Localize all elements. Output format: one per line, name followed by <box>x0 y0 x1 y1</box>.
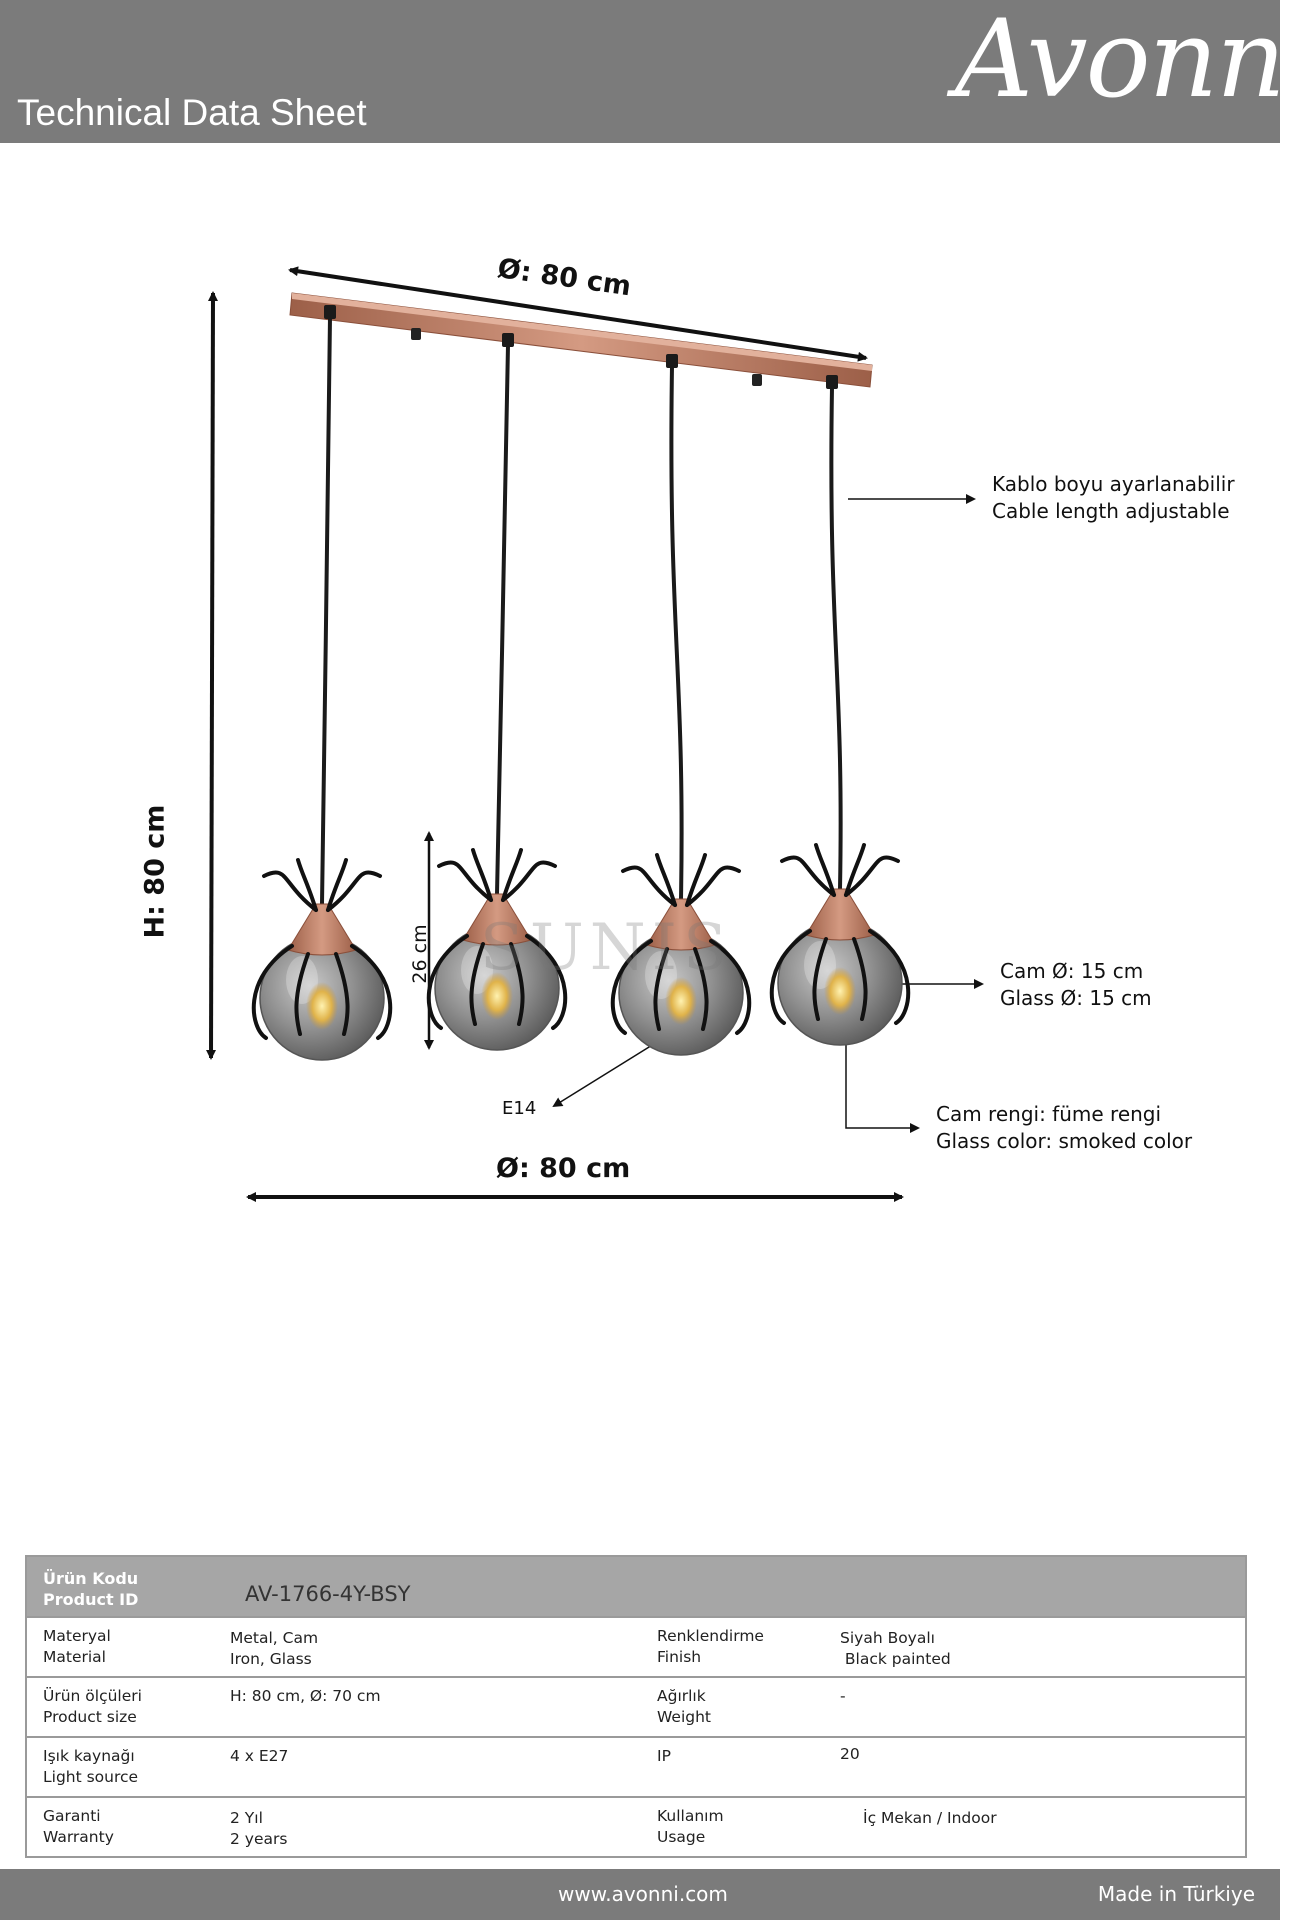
page-title: Technical Data Sheet <box>17 92 367 133</box>
shade-height-label: 26 cm <box>409 924 431 984</box>
finish-value: Siyah Boyalı Black painted <box>840 1629 951 1668</box>
bulb-glow <box>824 967 856 1015</box>
cable-holder <box>666 354 678 368</box>
header-bar <box>0 0 1316 143</box>
top-width-label: Ø: 80 cm <box>495 253 633 303</box>
copper-cap <box>806 889 874 940</box>
glass-size-note-en: Glass Ø: 15 cm <box>1000 986 1152 1010</box>
cable-holder <box>826 375 838 389</box>
technical-drawing <box>0 143 1280 1543</box>
spec-table <box>25 1555 1247 1858</box>
ip-label: IP <box>657 1747 671 1765</box>
pendant-cable <box>831 387 840 889</box>
glass-size-note <box>1000 958 1152 1012</box>
weight-label: Ağırlık Weight <box>657 1687 712 1726</box>
usage-label: Kullanım Usage <box>657 1807 724 1846</box>
product-id-label-en: Product ID <box>43 1590 139 1609</box>
finish-label: Renklendirme Finish <box>657 1627 764 1666</box>
cable-note <box>992 471 1235 525</box>
cable-note-tr: Kablo boyu ayarlanabilir <box>992 472 1235 496</box>
light-source-value: 4 x E27 <box>230 1747 289 1765</box>
cable-holder <box>324 305 336 319</box>
canopy-mount-dot <box>752 374 762 386</box>
pendant-cable <box>497 345 508 894</box>
product-size-label: Ürün ölçüleri Product size <box>43 1687 142 1726</box>
bulb-glow <box>306 982 338 1030</box>
glass-color-note-en: Glass color: smoked color <box>936 1129 1193 1153</box>
lamp-illustration <box>0 143 1280 1543</box>
pendant-cable <box>322 317 330 904</box>
website-link[interactable]: www.avonni.com <box>558 1882 728 1906</box>
bottom-width-label: Ø: 80 cm <box>496 1153 631 1184</box>
footer-bar <box>0 1869 1280 1920</box>
cable-holder <box>502 333 514 347</box>
ip-value: 20 <box>840 1745 860 1763</box>
material-label: Materyal Material <box>43 1627 111 1666</box>
canopy-mount-dot <box>411 328 421 340</box>
product-size-value: H: 80 cm, Ø: 70 cm <box>230 1687 381 1705</box>
light-source-label: Işık kaynağı Light source <box>43 1747 139 1786</box>
product-id-label-tr: Ürün Kodu <box>43 1569 139 1588</box>
copper-cap <box>288 904 356 955</box>
socket-label: E14 <box>502 1098 537 1119</box>
watermark: SUNIS <box>480 911 733 985</box>
glass-color-note <box>936 1101 1192 1155</box>
spec-table-header <box>27 1557 1245 1616</box>
usage-value: İç Mekan / Indoor <box>863 1809 997 1827</box>
made-in-label: Made in Türkiye <box>1097 1882 1255 1906</box>
warranty-value: 2 Yıl 2 years <box>230 1809 288 1848</box>
table-row <box>27 1796 1245 1856</box>
material-value: Metal, Cam Iron, Glass <box>230 1629 319 1668</box>
height-label: H: 80 cm <box>139 804 171 939</box>
glass-color-note-tr: Cam rengi: füme rengi <box>936 1102 1162 1126</box>
table-row <box>27 1736 1245 1796</box>
table-row <box>27 1676 1245 1736</box>
warranty-label: Garanti Warranty <box>43 1807 114 1846</box>
table-row <box>27 1616 1245 1676</box>
glass-size-note-tr: Cam Ø: 15 cm <box>1000 959 1144 983</box>
product-id-value: AV-1766-4Y-BSY <box>245 1582 411 1606</box>
brand-logo: Avonni <box>955 0 1316 122</box>
product-id-label <box>43 1568 138 1610</box>
weight-value: - <box>840 1687 846 1705</box>
cable-note-en: Cable length adjustable <box>992 499 1230 523</box>
height-arrow <box>211 293 213 1058</box>
pendant-cable <box>671 366 681 899</box>
